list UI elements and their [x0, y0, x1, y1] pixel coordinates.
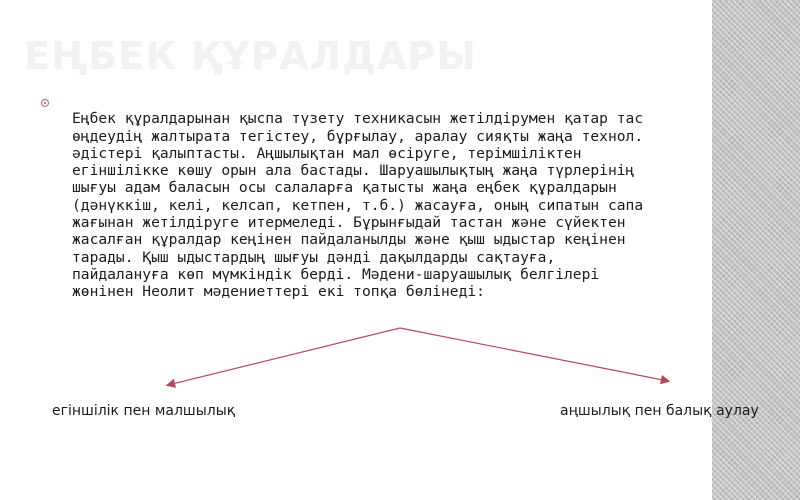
right-branch-arrow: [400, 328, 668, 381]
body-line: егіншілікке көшу орын ала бастады. Шаруашылықтың жаңа түрлерінің: [72, 162, 635, 180]
slide-title: ЕҢБЕК ҚҰРАЛДАРЫ: [24, 34, 477, 78]
body-line: шығуы адам баласын осы салаларға қатысты жаңа еңбек құралдарын: [72, 179, 617, 197]
body-line: өңдеудің жалтырата тегістеу, бұрғылау, аралау сияқты жаңа технол.: [72, 127, 644, 145]
branch-label-left: егіншілік пен малшылық: [52, 403, 236, 419]
body-line: тарады. Қыш ыдыстардың шығуы дәнді дақылдарды сақтауға,: [72, 248, 556, 266]
body-line: әдістері қалыптасты. Аңшылықтан мал өсіруге, терімшіліктен: [72, 144, 582, 162]
body-line: жағынан жетілдіруге итермеледі. Бұрынғыдай тастан және сүйектен: [72, 214, 626, 232]
body-line: жөнінен Неолит мәдениеттері екі топқа бөлінеді:: [72, 283, 485, 301]
body-line: жасалған құралдар кеңінен пайдаланылды және қыш ыдыстар кеңінен: [72, 231, 626, 249]
body-line: (дәнүккіш, келі, келсап, кетпен, т.б.) жасауға, оның сипатын сапа: [72, 196, 644, 214]
body-line: пайдалануға көп мүмкіндік берді. Мәдени-шаруашылық белгілері: [72, 265, 600, 283]
branch-label-right: аңшылық пен балық аулау: [560, 403, 759, 419]
body-line: Еңбек құралдарынан қыспа түзету техникасын жетілдірумен қатар тас: [72, 110, 644, 128]
left-branch-arrow: [168, 328, 400, 385]
